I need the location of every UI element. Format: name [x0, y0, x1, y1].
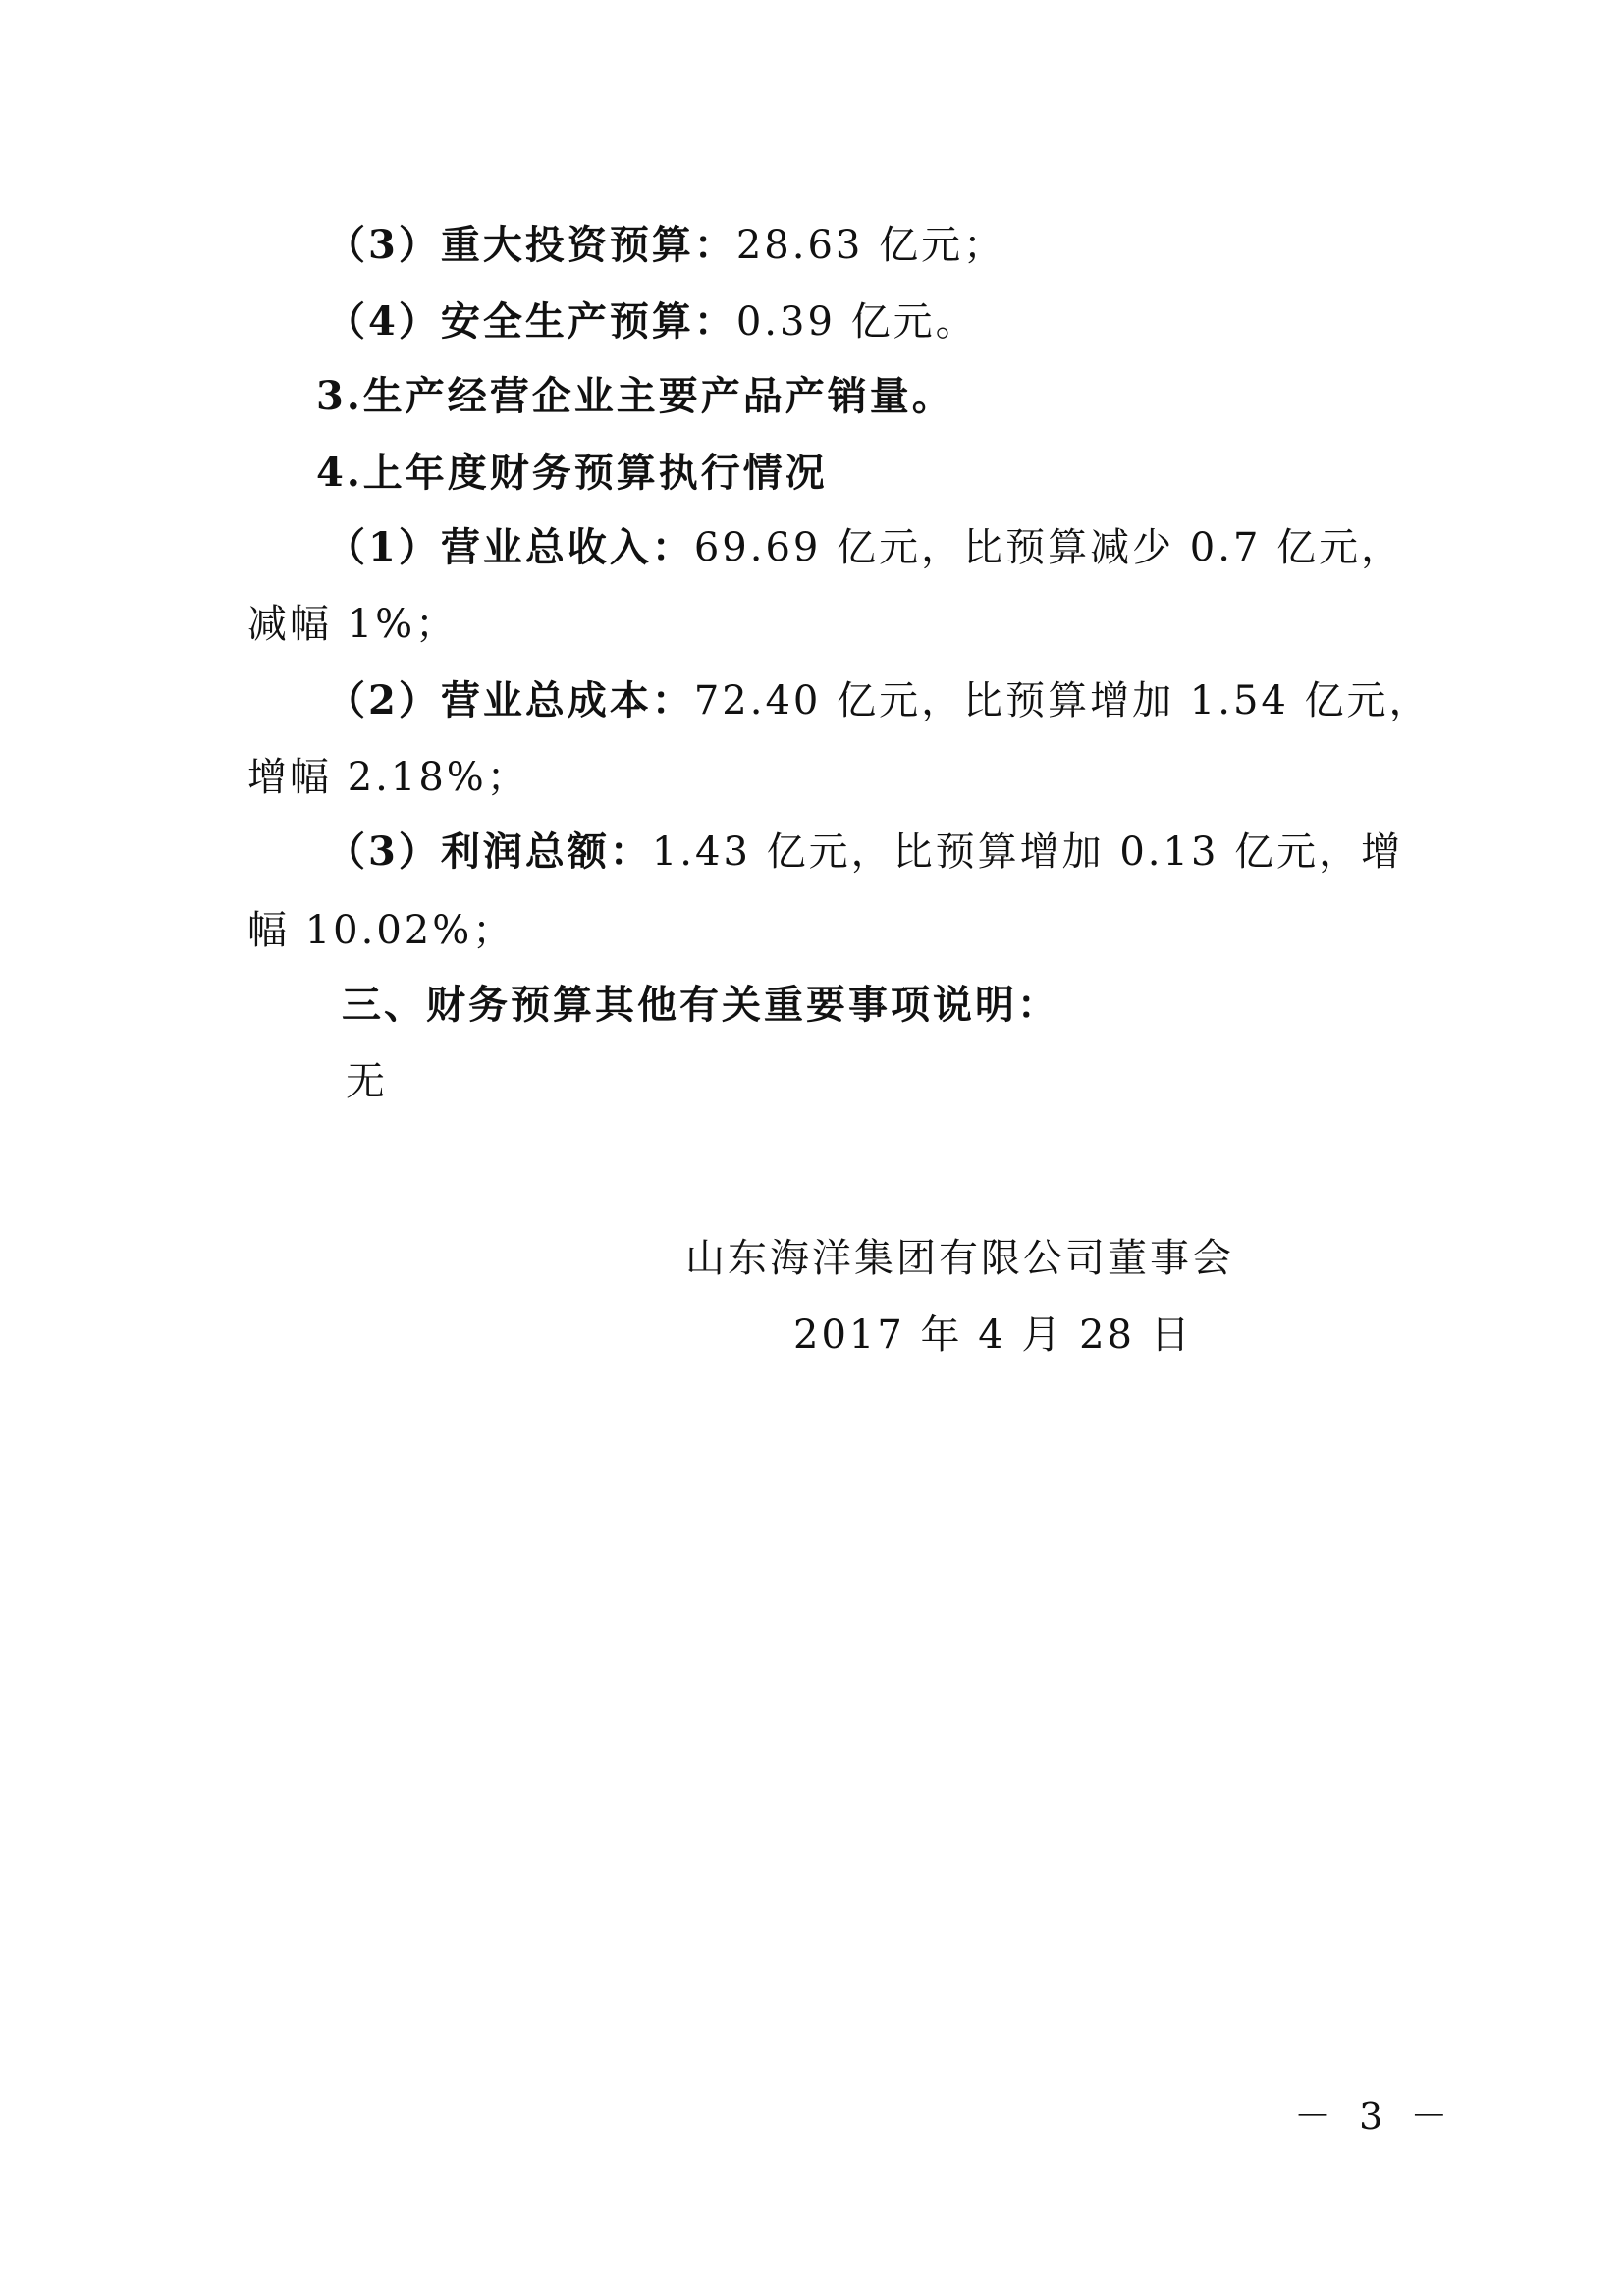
document-date: 2017 年 4 月 28 日	[793, 1312, 1193, 1358]
operating-cost-value: 72.40 亿元，比预算增加 1.54 亿元，	[693, 678, 1432, 723]
product-sales-heading: 3.生产经营企业主要产品产销量。	[316, 373, 954, 419]
total-profit-line	[326, 827, 1403, 878]
safety-budget-label: （4）安全生产预算：	[326, 298, 736, 345]
other-matters-content: 无	[346, 1059, 388, 1104]
board-signature: 山东海洋集团有限公司董事会	[685, 1236, 1234, 1281]
total-profit-continuation: 幅 10.02%；	[247, 908, 515, 953]
safety-budget-value: 0.39 亿元。	[735, 299, 978, 345]
investment-budget-value: 28.63 亿元；	[735, 223, 1006, 268]
operating-revenue-label: （1）营业总收入：	[326, 524, 694, 570]
total-profit-value: 1.43 亿元，比预算增加 0.13 亿元，增	[651, 829, 1404, 875]
investment-budget-line	[326, 220, 1005, 271]
page-number: － 3 －	[1294, 2095, 1456, 2138]
total-profit-label: （3）利润总额：	[326, 828, 652, 875]
other-important-matters-heading: 三、财务预算其他有关重要事项说明：	[342, 982, 1059, 1028]
investment-budget-label: （3）重大投资预算：	[326, 222, 736, 268]
safety-budget-line	[326, 296, 978, 347]
operating-revenue-line	[326, 522, 1403, 573]
operating-revenue-value: 69.69 亿元，比预算减少 0.7 亿元，	[693, 525, 1404, 570]
operating-revenue-continuation: 减幅 1%；	[247, 602, 459, 647]
operating-cost-label: （2）营业总成本：	[326, 677, 694, 723]
prior-year-execution-heading: 4.上年度财务预算执行情况	[316, 450, 828, 496]
operating-cost-line	[326, 675, 1432, 726]
operating-cost-continuation: 增幅 2.18%；	[247, 755, 529, 800]
